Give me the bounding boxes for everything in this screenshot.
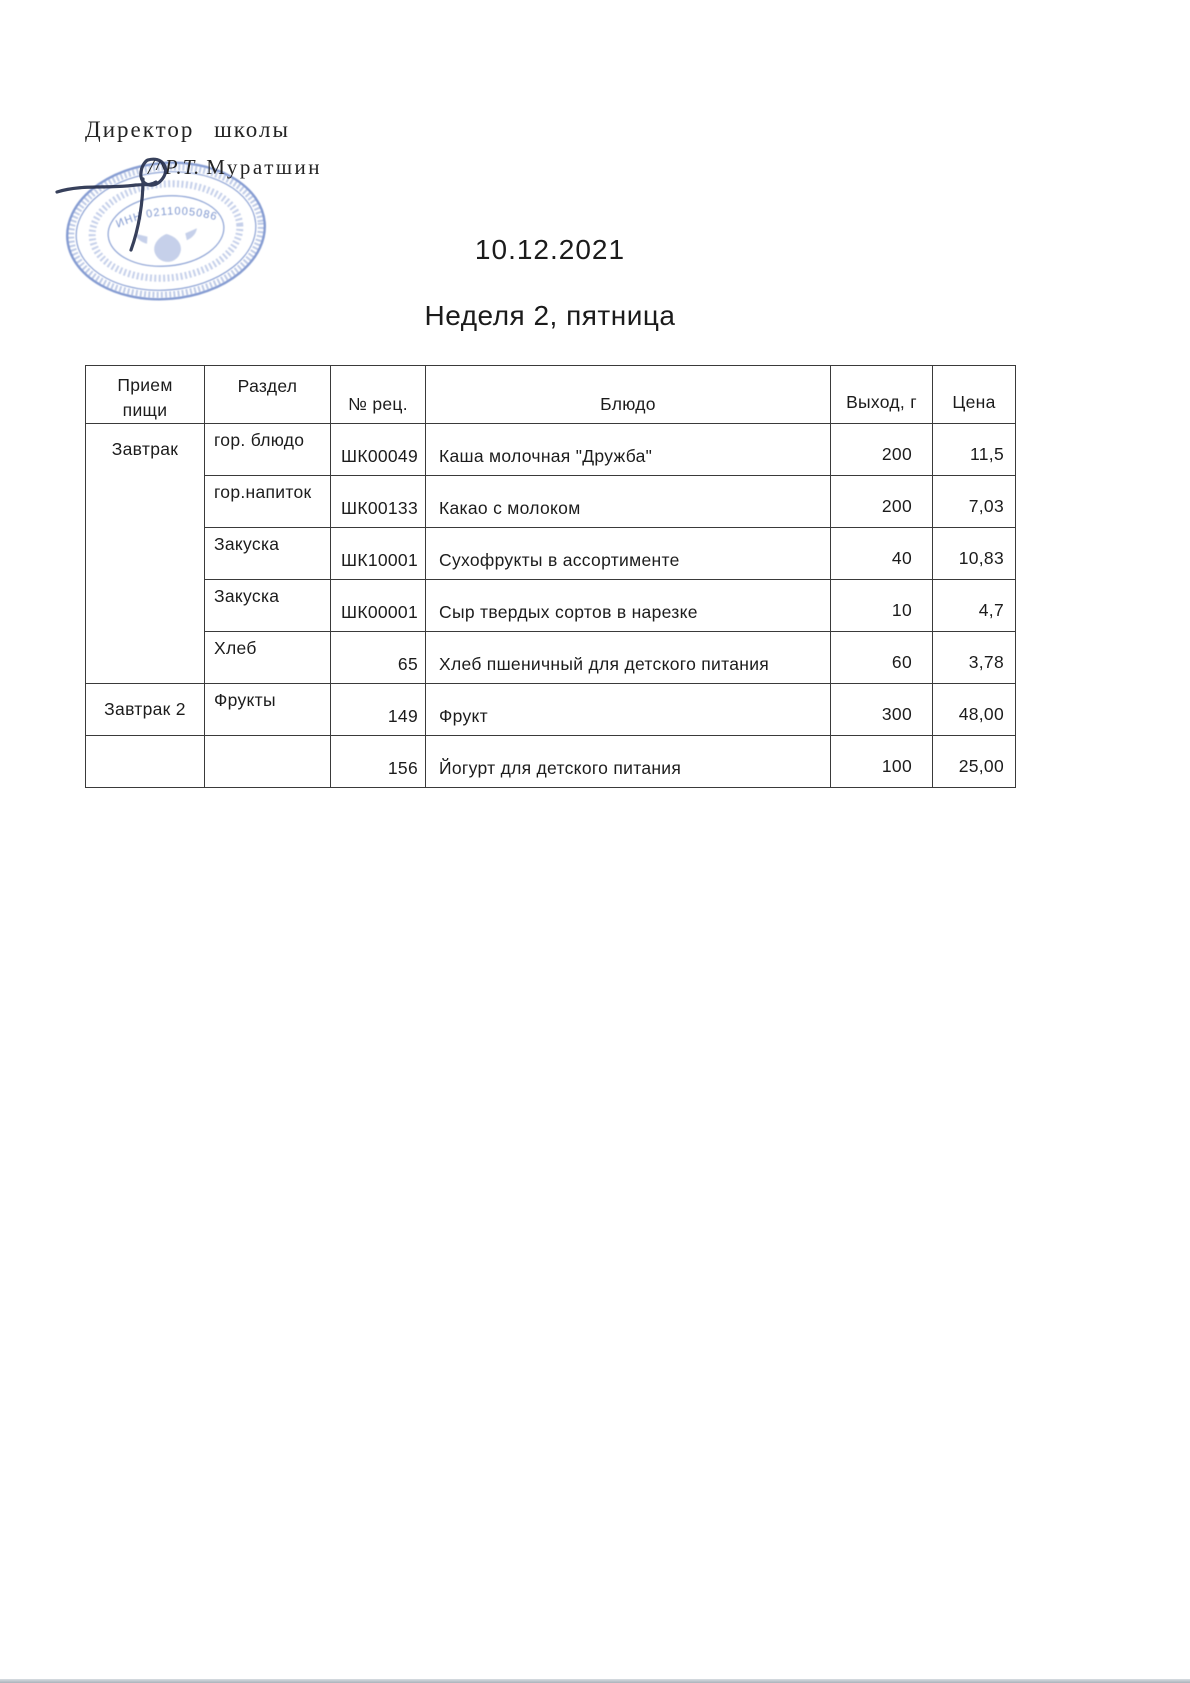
header-price: Цена: [933, 366, 1016, 424]
meal-cell: Завтрак: [86, 424, 205, 684]
header-section: Раздел: [205, 366, 331, 424]
table-row: [86, 632, 1016, 684]
price-cell: 25,00: [933, 736, 1016, 788]
price-cell: 3,78: [933, 632, 1016, 684]
header-recipe: № рец.: [331, 366, 426, 424]
section-cell: Закуска: [205, 580, 331, 632]
signature-surname: Муратшин: [206, 155, 323, 179]
weight-cell: 200: [831, 424, 933, 476]
dish-cell: Сухофрукты в ассортименте: [426, 528, 831, 580]
price-cell: 7,03: [933, 476, 1016, 528]
dish-cell: Сыр твердых сортов в нарезке: [426, 580, 831, 632]
menu-table-body: [86, 424, 1016, 788]
price-cell: 4,7: [933, 580, 1016, 632]
page-title: Неделя 2, пятница: [424, 300, 676, 331]
meal-cell: [86, 736, 205, 788]
director-label: Директор школы: [85, 117, 290, 142]
recipe-cell: ШК00001: [331, 580, 426, 632]
recipe-cell: 65: [331, 632, 426, 684]
scan-edge-artifact: [0, 1679, 1190, 1683]
price-cell: 11,5: [933, 424, 1016, 476]
section-cell: [205, 736, 331, 788]
signature-initials: /^Р.Т.: [148, 155, 201, 179]
weight-cell: 200: [831, 476, 933, 528]
signature: [50, 146, 260, 281]
dish-cell: Йогурт для детского питания: [426, 736, 831, 788]
section-cell: Закуска: [205, 528, 331, 580]
section-cell: Фрукты: [205, 684, 331, 736]
table-row: [86, 476, 1016, 528]
section-cell: гор.напиток: [205, 476, 331, 528]
menu-table: [85, 365, 1016, 788]
dish-cell: Какао с молоком: [426, 476, 831, 528]
section-cell: гор. блюдо: [205, 424, 331, 476]
table-row: [86, 528, 1016, 580]
weight-cell: 300: [831, 684, 933, 736]
stamp-inn-text: ИНН 0211005086: [114, 205, 219, 231]
header-meal: Прием пищи: [86, 366, 205, 424]
table-row: [86, 424, 1016, 476]
header-dish: Блюдо: [426, 366, 831, 424]
weight-cell: 40: [831, 528, 933, 580]
dish-cell: Каша молочная "Дружба": [426, 424, 831, 476]
meal-cell: Завтрак 2: [86, 684, 205, 736]
weight-cell: 60: [831, 632, 933, 684]
section-cell: Хлеб: [205, 632, 331, 684]
dish-cell: Фрукт: [426, 684, 831, 736]
dish-cell: Хлеб пшеничный для детского питания: [426, 632, 831, 684]
recipe-cell: ШК00133: [331, 476, 426, 528]
menu-date: 10.12.2021: [474, 234, 626, 265]
table-row: [86, 684, 1016, 736]
weight-cell: 10: [831, 580, 933, 632]
price-cell: 48,00: [933, 684, 1016, 736]
table-row: [86, 736, 1016, 788]
recipe-cell: 149: [331, 684, 426, 736]
table-row: [86, 580, 1016, 632]
table-header-row: [86, 366, 1016, 424]
recipe-cell: 156: [331, 736, 426, 788]
weight-cell: 100: [831, 736, 933, 788]
recipe-cell: ШК00049: [331, 424, 426, 476]
price-cell: 10,83: [933, 528, 1016, 580]
recipe-cell: ШК10001: [331, 528, 426, 580]
header-weight: Выход, г: [831, 366, 933, 424]
